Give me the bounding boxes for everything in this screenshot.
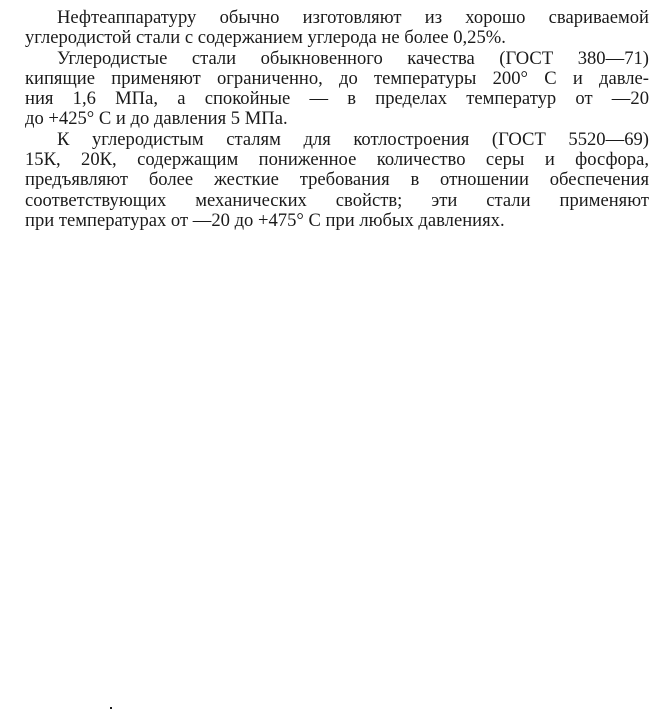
text-line: при температурах от —20 до +475° С при любых давлениях. [25, 209, 505, 231]
text-line: К углеродистым сталям для котлостроения (ГОСТ 5520—69) [57, 128, 649, 150]
text-block [25, 8, 649, 231]
text-line: предъявляют более жесткие требования в отношении обеспечения [25, 169, 649, 191]
paragraph-1 [25, 8, 649, 49]
text-line: ния 1,6 МПа, а спокойные — в пределах температур от —20 [25, 88, 649, 110]
paragraph-2 [25, 49, 649, 130]
stray-print-mark [110, 707, 112, 709]
text-line: 15К, 20К, содержащим пониженное количество серы и фосфора, [25, 149, 649, 171]
text-line: Нефтеаппаратуру обычно изготовляют из хорошо свариваемой [57, 7, 649, 28]
text-line: углеродистой стали с содержанием углерода не более 0,25%. [25, 27, 506, 49]
text-line: кипящие применяют ограниченно, до температуры 200° С и давле- [25, 67, 649, 89]
paragraph-3 [25, 130, 649, 231]
text-line: соответствующих механических свойств; эти стали применяют [25, 189, 649, 211]
text-line: Углеродистые стали обыкновенного качества (ГОСТ 380—71) [57, 47, 649, 69]
text-line: до +425° С и до давления 5 МПа. [25, 108, 288, 130]
